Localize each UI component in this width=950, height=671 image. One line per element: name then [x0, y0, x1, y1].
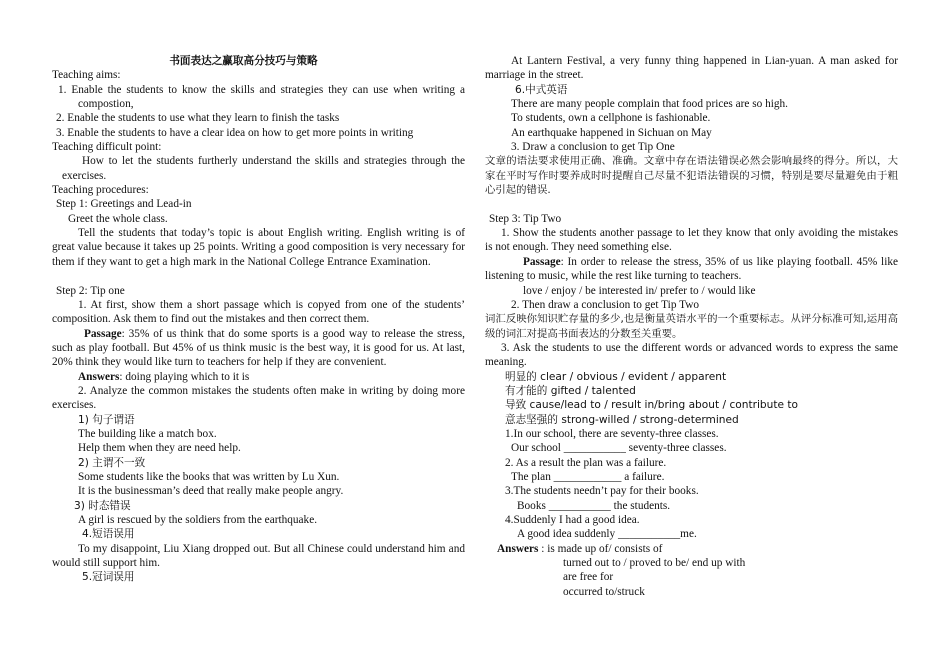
- mistake-2-example-2: It is the businessman’s deed that really make people angry.: [78, 485, 344, 498]
- exercise-3: 3.The students needn’t pay for their books.: [505, 485, 699, 498]
- passage-label: Passage: [84, 327, 122, 340]
- passage-label: Passage: [523, 255, 561, 268]
- aim-item-1: 1. Enable the students to know the skills and strategies they can use when writing a compostion,: [58, 83, 465, 111]
- step3-paragraph-3: 3. Ask the students to use the different words or advanced words to express the same meaning.: [485, 341, 898, 369]
- mistake-4-example-1: To my disappoint, Liu Xiang dropped out. But all Chinese could understand him and would still support him.: [52, 542, 465, 570]
- exercise-1: 1.In our school, there are seventy-three classes.: [505, 427, 719, 440]
- step3-passage: [485, 255, 898, 284]
- mistake-1-example-2: Help them when they are need help.: [78, 442, 241, 455]
- passage-text: : 35% of us think that do some sports is a good way to release the stress, such as play football. But 45% of us think music is the best way, it is good for us. At last, 20% think they would like turn to teachers for help if they are convenient.: [52, 327, 465, 369]
- step1-text: Tell the students that today’s topic is about English writing. English writing is of great value because it takes up 25 points. Writing a good composition is very necessary for them if they want to get a high mark in the National College Entrance Examination.: [52, 227, 465, 268]
- mistake-2-label: 2) 主谓不一致: [78, 456, 146, 469]
- vocab-item-2: 有才能的 gifted / talented: [505, 384, 636, 397]
- answer-2: turned out to / proved to be/ end up with: [563, 557, 746, 570]
- answer-4: occurred to/struck: [563, 585, 645, 598]
- answers-first-line: [485, 542, 898, 556]
- mistake-6-example-2: To students, own a cellphone is fashionable.: [511, 112, 711, 125]
- mistake-6-label: 6.中式英语: [515, 83, 568, 96]
- aim-item-2: 2. Enable the students to use what they learn to finish the tasks: [56, 112, 340, 125]
- exercise-2: 2. As a result the plan was a failure.: [505, 456, 667, 469]
- answers-label: Answers: [78, 370, 120, 383]
- vocab-item-4: 意志坚强的 strong-willed / strong-determined: [505, 413, 739, 426]
- tip-two-text: 词汇反映你知识贮存量的多少,也是衡量英语水平的一个重要标志。从评分标准可知,运用高级的词汇对提高书面表达的分数至关重要。: [485, 313, 898, 340]
- teaching-aims-heading: Teaching aims:: [52, 69, 121, 82]
- lantern-example: At Lantern Festival, a very funny thing happened in Lian-yuan. A man asked for marriage in the street.: [485, 55, 898, 82]
- synonyms-line: love / enjoy / be interested in/ prefer to / would like: [523, 284, 756, 297]
- aim-item-3: 3. Enable the students to have a clear idea on how to get more points in writing: [56, 126, 414, 139]
- step2-paragraph-1: 1. At first, show them a short passage which is copyed from one of the students’ composition. Ask them to find out the mistakes and then correct them.: [52, 298, 465, 326]
- left-column: [52, 54, 465, 585]
- step2-answers: [52, 370, 465, 384]
- document-title: 书面表达之赢取高分技巧与策略: [169, 55, 318, 67]
- mistake-3-example-1: A girl is rescued by the soldiers from the earthquake.: [78, 514, 318, 526]
- tip-one-text: 文章的语法要求使用正确、准确。文章中存在语法错误必然会影响最终的得分。所以，大家在平时写作时要养成时时提醒自己尽量不犯语法错误的习惯，特别是要尽量避免由于粗心引起的错误.: [485, 155, 898, 197]
- difficult-point-text: How to let the students furtherly understand the skills and strategies through the exercises.: [62, 155, 465, 182]
- mistake-1-example-1: The building like a match box.: [78, 427, 217, 440]
- step1-heading: Step 1: Greetings and Lead-in: [56, 198, 192, 211]
- step3-paragraph-1: 1. Show the students another passage to let they know that only avoiding the mistakes is not enough. They need something else.: [485, 227, 898, 254]
- mistake-2-example-1: Some students like the books that was written by Lu Xun.: [78, 470, 340, 483]
- mistake-3-label: 3) 时态错误: [74, 499, 131, 512]
- answers-text: : doing playing which to it is: [119, 370, 250, 383]
- step3-heading: Step 3: Tip Two: [489, 212, 562, 225]
- vocab-item-1: 明显的 clear / obvious / evident / apparent: [505, 370, 727, 383]
- exercise-2-blank: The plan ____________ a failure.: [511, 470, 665, 483]
- exercise-4: 4.Suddenly I had a good idea.: [505, 514, 640, 526]
- mistake-1-label: 1) 句子谓语: [78, 413, 135, 426]
- exercise-1-blank: Our school ___________ seventy-three classes.: [511, 442, 727, 455]
- mistake-6-example-1: There are many people complain that food prices are so high.: [511, 98, 788, 111]
- vocab-item-3: 导致 cause/lead to / result in/bring about / contribute to: [505, 399, 799, 412]
- answers-label: Answers: [497, 542, 539, 555]
- tip-two-conclusion: 2. Then draw a conclusion to get Tip Two: [511, 298, 700, 311]
- mistake-6-example-3: An earthquake happened in Sichuan on May: [511, 126, 712, 139]
- exercise-4-blank: A good idea suddenly ___________me.: [517, 528, 697, 541]
- answers-first: : is made up of/ consists of: [538, 542, 663, 555]
- tip-one-conclusion: 3. Draw a conclusion to get Tip One: [511, 141, 675, 154]
- procedures-heading: Teaching procedures:: [52, 184, 149, 197]
- right-column: [485, 54, 898, 599]
- difficult-point-heading: Teaching difficult point:: [52, 141, 162, 154]
- step2-paragraph-2: 2. Analyze the common mistakes the students often make in writing by doing more exercises.: [52, 384, 465, 412]
- step2-passage: [52, 327, 465, 370]
- passage-text: : In order to release the stress, 35% of us like playing football. 45% like listening to music, while the rest like turning to teachers.: [485, 255, 898, 283]
- answer-3: are free for: [563, 571, 614, 584]
- exercise-3-blank: Books ___________ the students.: [517, 499, 671, 512]
- mistake-4-label: 4.短语误用: [82, 528, 135, 541]
- step2-heading: Step 2: Tip one: [56, 284, 125, 297]
- step1-greet: Greet the whole class.: [68, 212, 168, 225]
- mistake-5-label: 5.冠词误用: [82, 571, 135, 584]
